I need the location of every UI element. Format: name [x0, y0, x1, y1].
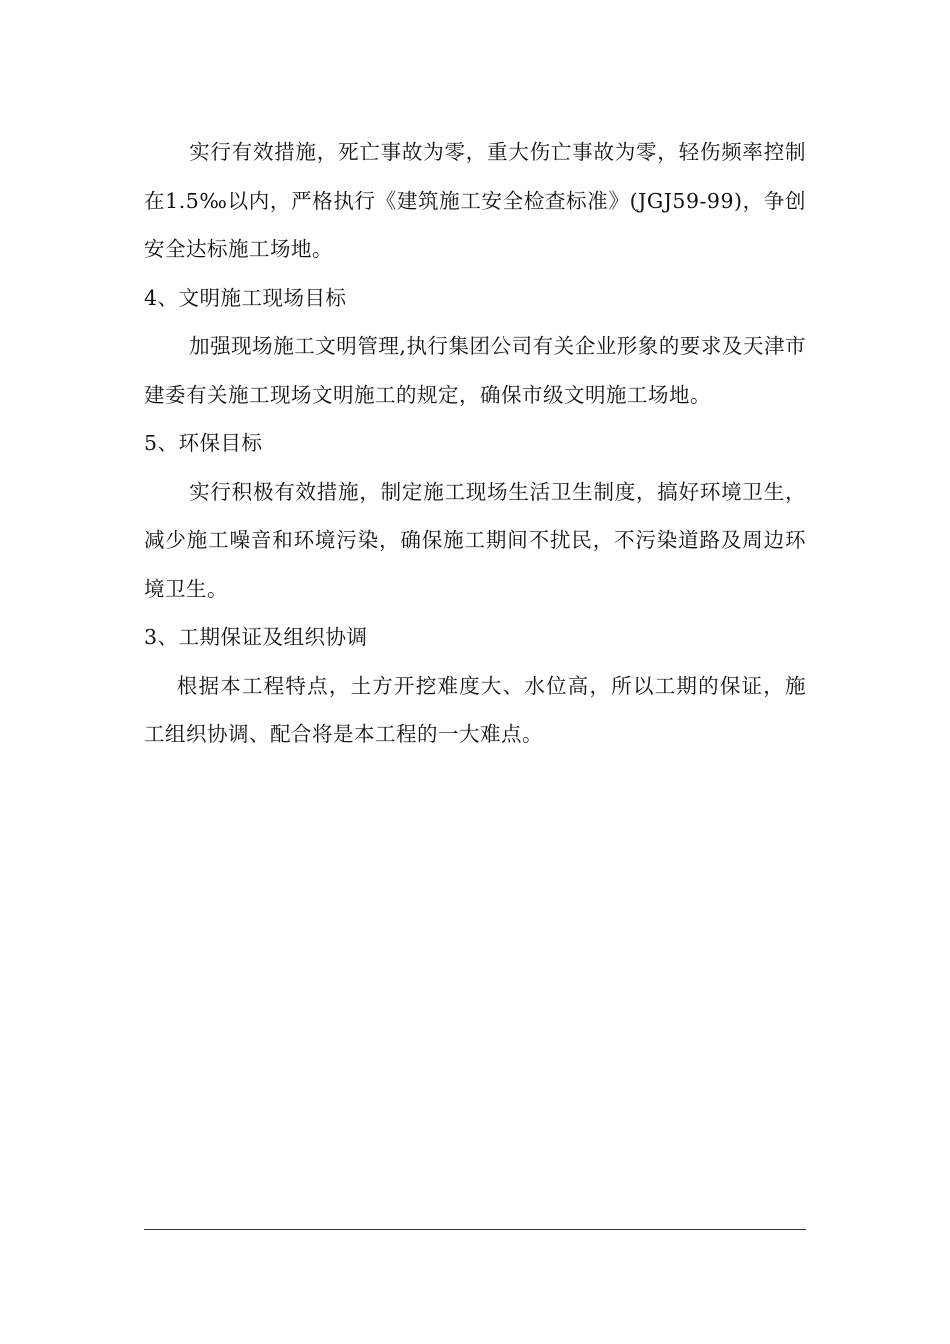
environmental-target-heading: 5、环保目标	[144, 431, 263, 455]
schedule-coordination-heading: 3、工期保证及组织协调	[144, 625, 368, 649]
footer-divider	[144, 1229, 806, 1230]
document-body	[144, 128, 806, 759]
civilized-construction-paragraph: 加强现场施工文明管理,执行集团公司有关企业形象的要求及天津市建委有关施工现场文明施工的规定，确保市级文明施工场地。	[144, 334, 806, 407]
civilized-construction-heading: 4、文明施工现场目标	[144, 285, 347, 310]
environmental-target-paragraph: 实行积极有效措施，制定施工现场生活卫生制度，搞好环境卫生，减少施工噪音和环境污染，确保施工期间不扰民，不污染道路及周边环境卫生。	[144, 479, 806, 601]
schedule-coordination-paragraph: 根据本工程特点，土方开挖难度大、水位高，所以工期的保证，施工组织协调、配合将是本工程的一大难点。	[144, 673, 806, 746]
safety-target-paragraph: 实行有效措施，死亡事故为零，重大伤亡事故为零，轻伤频率控制在1.5‰以内，严格执行《建筑施工安全检查标准》(JGJ59-99)，争创安全达标施工场地。	[144, 140, 806, 261]
